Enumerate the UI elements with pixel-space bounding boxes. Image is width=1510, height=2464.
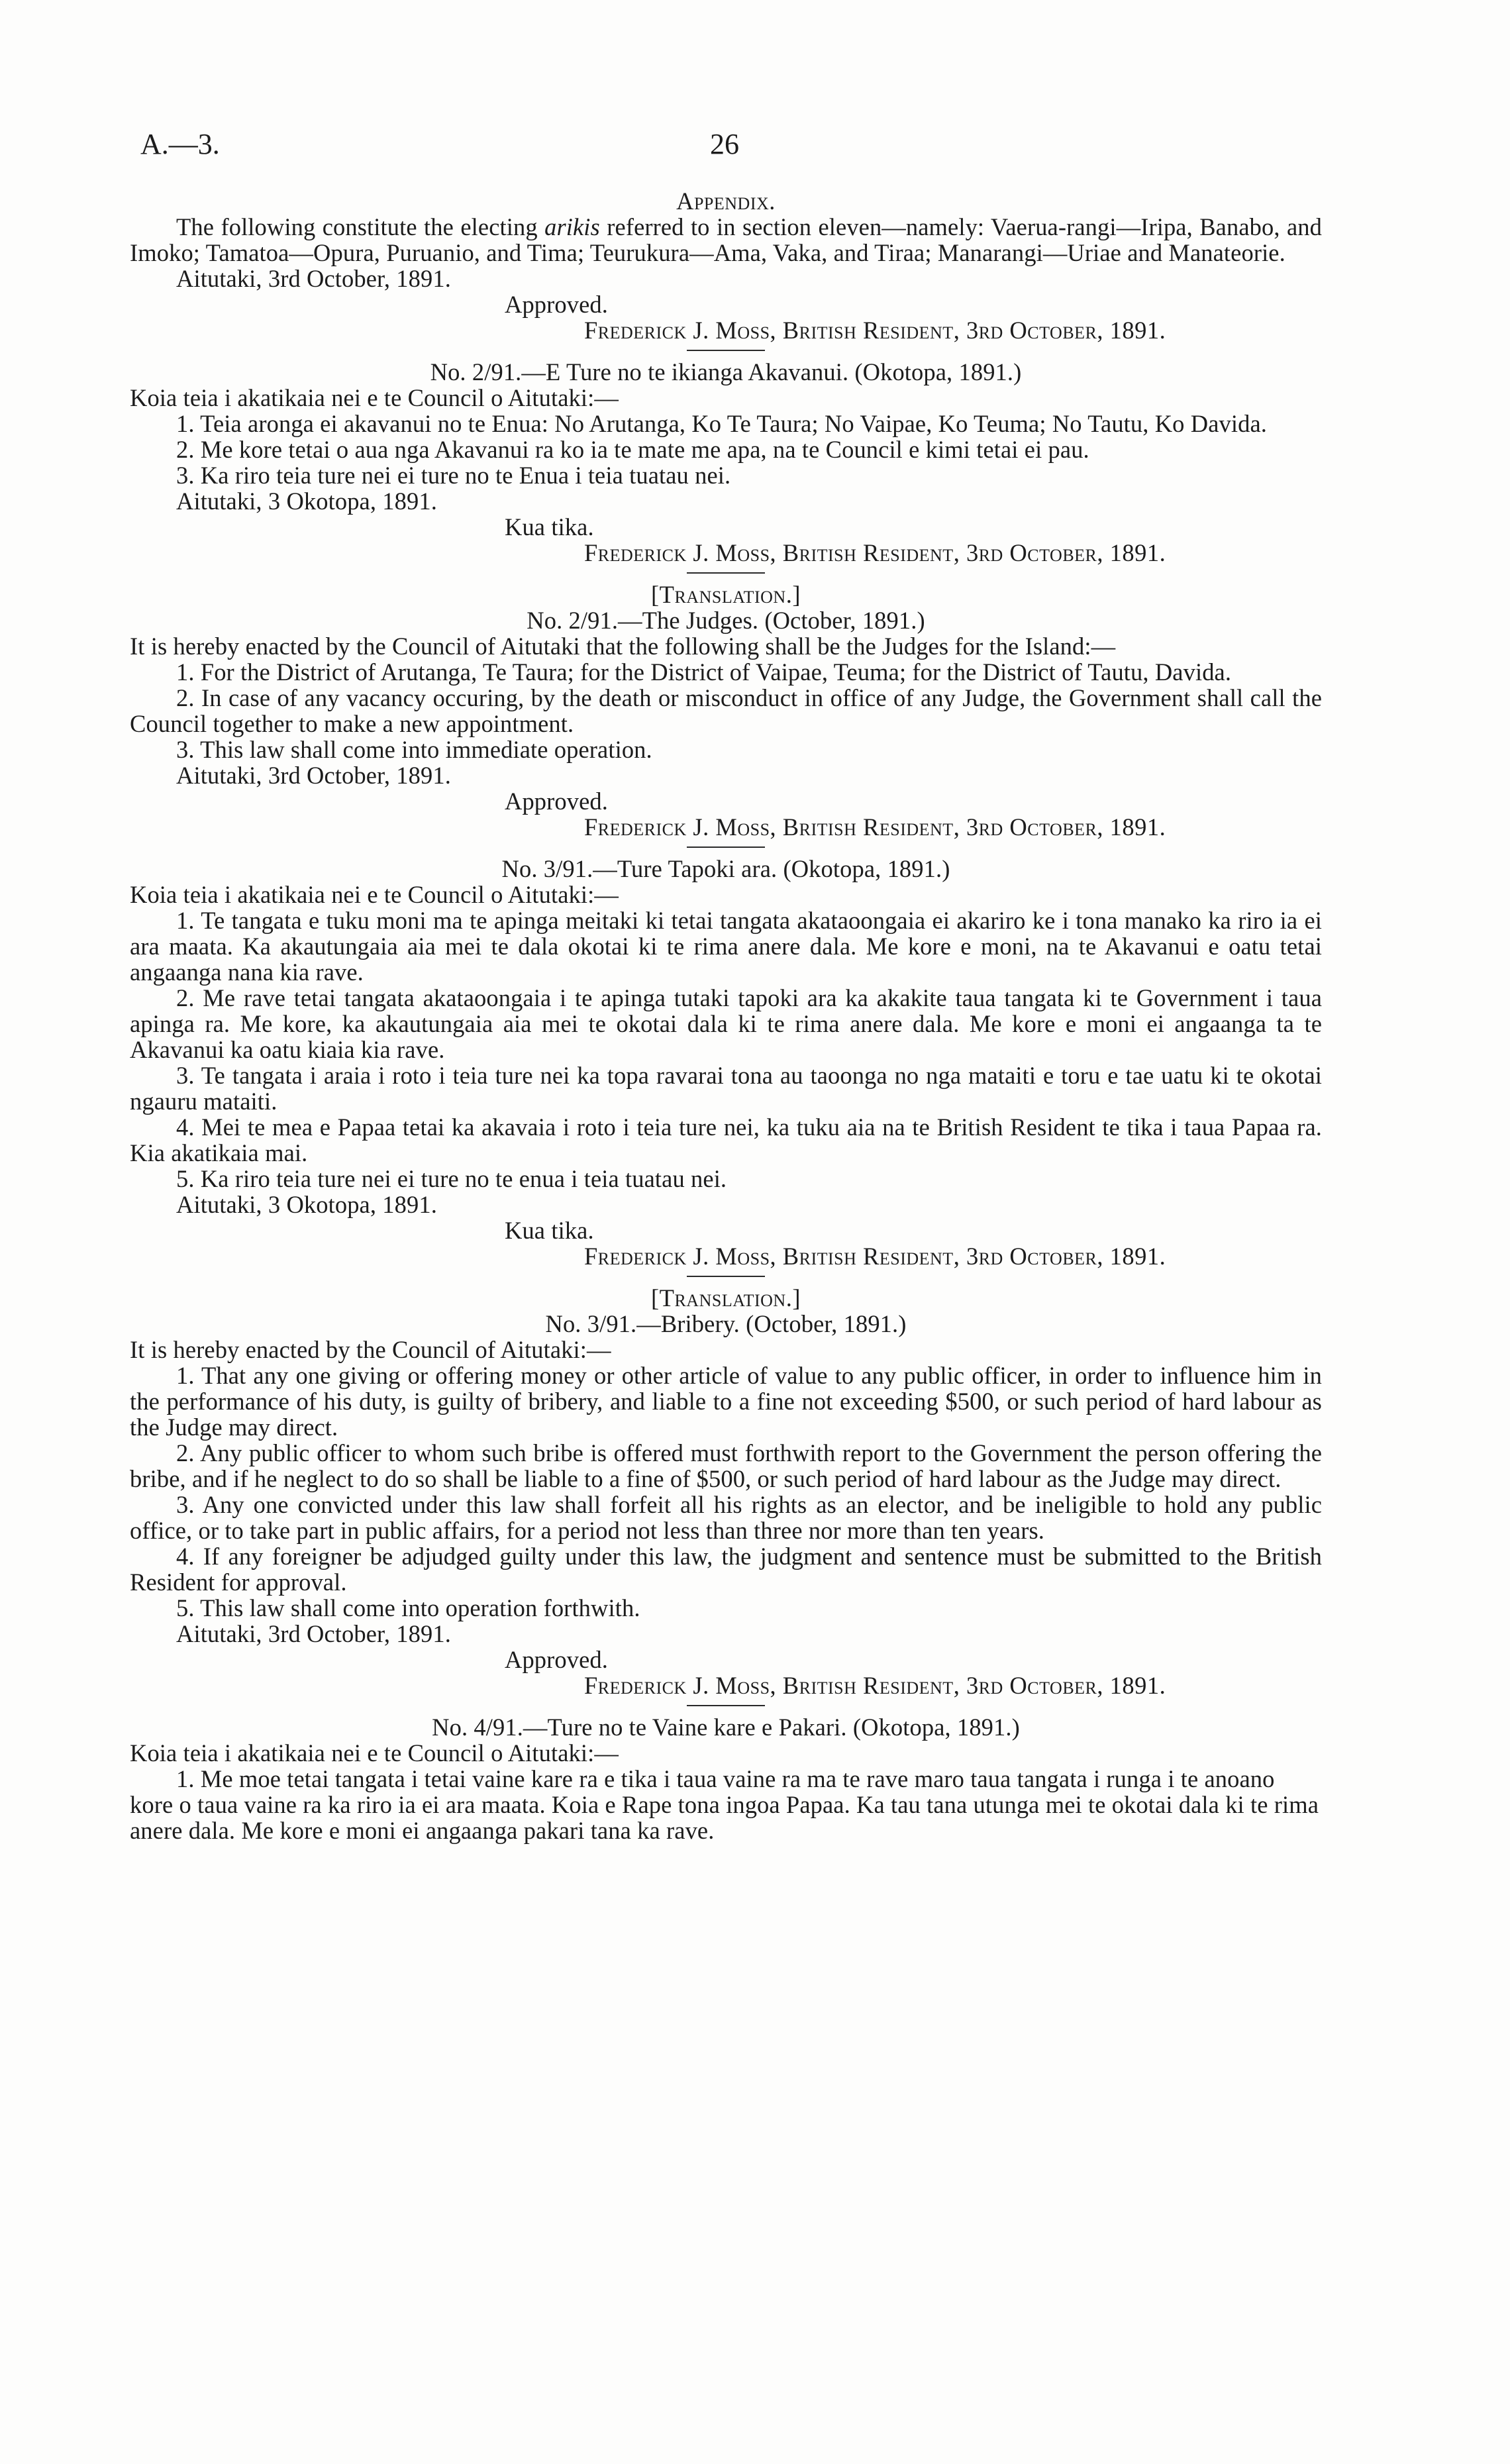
law-2-91-maori <box>130 359 1322 566</box>
approval: Approved. <box>505 788 608 815</box>
law-item: 3. Te tangata i araia i roto i teia ture nei ka topa ravarai tona au taoonga no nga mataiti e toru e tae uatu ki te okotai ngauru mataiti. <box>130 1062 1322 1115</box>
approval: Kua tika. <box>505 513 594 540</box>
law-heading: No. 2/91.—E Ture no te ikianga Akavanui. (Okotopa, 1891.) <box>430 358 1022 385</box>
page-number: 26 <box>710 128 739 160</box>
translation-label: [Translation.] <box>651 581 801 608</box>
law-item: 1. Te tangata e tuku moni ma te apinga meitaki ki tetai tangata akataoongaia ei akariro ke i tona manako ka riro ia ei ara maata. Ka akautungaia aia mei te dala okotai ki te rima anere dala. Me kore e moni, na te Akavanui e oatu tetai angaanga nana kia rave. <box>130 907 1322 986</box>
signature: Frederick J. Moss, British Resident, 3rd October, 1891. <box>584 1243 1166 1270</box>
law-4-91-maori <box>130 1714 1322 1843</box>
law-heading: No. 3/91.—Bribery. (October, 1891.) <box>545 1310 907 1337</box>
document-reference: A.—3. <box>140 128 220 160</box>
section-divider <box>687 572 765 574</box>
law-heading: No. 3/91.—Ture Tapoki ara. (Okotopa, 1891.) <box>501 855 950 882</box>
law-preamble: Koia teia i akatikaia nei e te Council o Aitutaki:— <box>130 1739 619 1767</box>
signature: Frederick J. Moss, British Resident, 3rd October, 1891. <box>584 813 1166 841</box>
approval: Kua tika. <box>505 1217 594 1244</box>
law-item: 4. Mei te mea e Papaa tetai ka akavaia i roto i teia ture nei, ka tuku aia na te British Resident te tika i taua Papaa ra. Kia akatikaia mai. <box>130 1113 1322 1166</box>
law-item: 2. Me kore tetai o aua nga Akavanui ra ko ia te mate me apa, na te Council e kimi tetai ei pau. <box>176 436 1089 463</box>
page-body <box>130 188 1322 1843</box>
law-heading: No. 4/91.—Ture no te Vaine kare e Pakari. (Okotopa, 1891.) <box>432 1714 1020 1741</box>
signature: Frederick J. Moss, British Resident, 3rd October, 1891. <box>584 1672 1166 1699</box>
signature: Frederick J. Moss, British Resident, 3rd October, 1891. <box>584 539 1166 566</box>
law-item: 1. Teia aronga ei akavanui no te Enua: No Arutanga, Ko Te Taura; No Vaipae, Ko Teuma; No Tautu, Ko Davida. <box>176 410 1267 437</box>
page-header <box>0 127 1510 167</box>
appendix-section <box>130 188 1322 343</box>
place-date: Aitutaki, 3rd October, 1891. <box>176 265 451 292</box>
law-heading: No. 2/91.—The Judges. (October, 1891.) <box>527 607 925 634</box>
place-date: Aitutaki, 3rd October, 1891. <box>176 1620 451 1647</box>
law-item: 1. Me moe tetai tangata i tetai vaine kare ra e tika i taua vaine ra ma te rave maro taua tangata i runga i te anoano kore o taua vaine ra ka riro ia ei ara maata. Koia e Rape tona ingoa Papaa. Ka tau tana utunga mei te okotai dala ki te rima anere dala. Me kore e moni ei angaanga pakari tana ka rave. <box>130 1765 1319 1844</box>
law-preamble: Koia teia i akatikaia nei e te Council o Aitutaki:— <box>130 384 619 411</box>
section-divider <box>687 1705 765 1706</box>
law-item: 5. Ka riro teia ture nei ei ture no te enua i teia tuatau nei. <box>176 1165 727 1192</box>
place-date: Aitutaki, 3rd October, 1891. <box>176 762 451 789</box>
law-item: 3. Any one convicted under this law shall forfeit all his rights as an elector, and be ineligible to hold any public office, or to take part in public affairs, for a period not less than three nor more than ten years. <box>130 1491 1322 1544</box>
law-preamble: It is hereby enacted by the Council of Aitutaki that the following shall be the Judges for the Island:— <box>130 633 1116 660</box>
law-item: 1. That any one giving or offering money or other article of value to any public officer, in order to influence him in the performance of his duty, is guilty of bribery, and liable to a fine not exceeding $500, or such period of hard labour as the Judge may direct. <box>130 1362 1322 1441</box>
section-divider <box>687 350 765 351</box>
section-divider <box>687 847 765 848</box>
law-item: 2. Any public officer to whom such bribe is offered must forthwith report to the Government the person offering the bribe, and if he neglect to do so shall be liable to a fine of $500, or such period of hard labour as the Judge may direct. <box>130 1439 1322 1492</box>
appendix-title: Appendix. <box>676 187 776 215</box>
law-item: 2. In case of any vacancy occuring, by the death or misconduct in office of any Judge, the Government shall call the Council together to make a new appointment. <box>130 684 1322 737</box>
approval: Approved. <box>505 291 608 318</box>
law-item: 5. This law shall come into operation forthwith. <box>176 1594 640 1621</box>
law-3-91-translation <box>130 1285 1322 1698</box>
section-divider <box>687 1276 765 1277</box>
law-preamble: Koia teia i akatikaia nei e te Council o Aitutaki:— <box>130 881 619 908</box>
law-item: 1. For the District of Arutanga, Te Taura; for the District of Vaipae, Teuma; for the District of Tautu, Davida. <box>176 658 1232 686</box>
law-item: 3. Ka riro teia ture nei ei ture no te Enua i teia tuatau nei. <box>176 462 731 489</box>
law-2-91-translation <box>130 582 1322 840</box>
law-preamble: It is hereby enacted by the Council of Aitutaki:— <box>130 1336 611 1363</box>
place-date: Aitutaki, 3 Okotopa, 1891. <box>176 1191 437 1218</box>
law-item: 2. Me rave tetai tangata akataoongaia i te apinga tutaki tapoki ara ka akakite taua tangata ki te Government i taua apinga ra. Me kore, ka akautungaia aia mei te okotai dala ki te rima anere dala. Me kore e moni ei angaanga ta te Akavanui ka oatu kiaia kia rave. <box>130 984 1322 1063</box>
law-item: 4. If any foreigner be adjudged guilty under this law, the judgment and sentence must be submitted to the British Resident for approval. <box>130 1543 1322 1596</box>
law-item: 3. This law shall come into immediate operation. <box>176 736 652 763</box>
place-date: Aitutaki, 3 Okotopa, 1891. <box>176 488 437 515</box>
approval: Approved. <box>505 1646 608 1673</box>
translation-label: [Translation.] <box>651 1284 801 1311</box>
law-3-91-maori <box>130 856 1322 1269</box>
signature: Frederick J. Moss, British Resident, 3rd October, 1891. <box>584 317 1166 344</box>
appendix-intro: The following constitute the electing arikis referred to in section eleven—namely: Vaerua-rangi—Iripa, Banabo, and Imoko; Tamatoa—Opura, Puruanio, and Tima; Teurukura—Ama, Vaka, and Tiraa; Manarangi—Uriae and Manateorie. <box>130 213 1322 266</box>
